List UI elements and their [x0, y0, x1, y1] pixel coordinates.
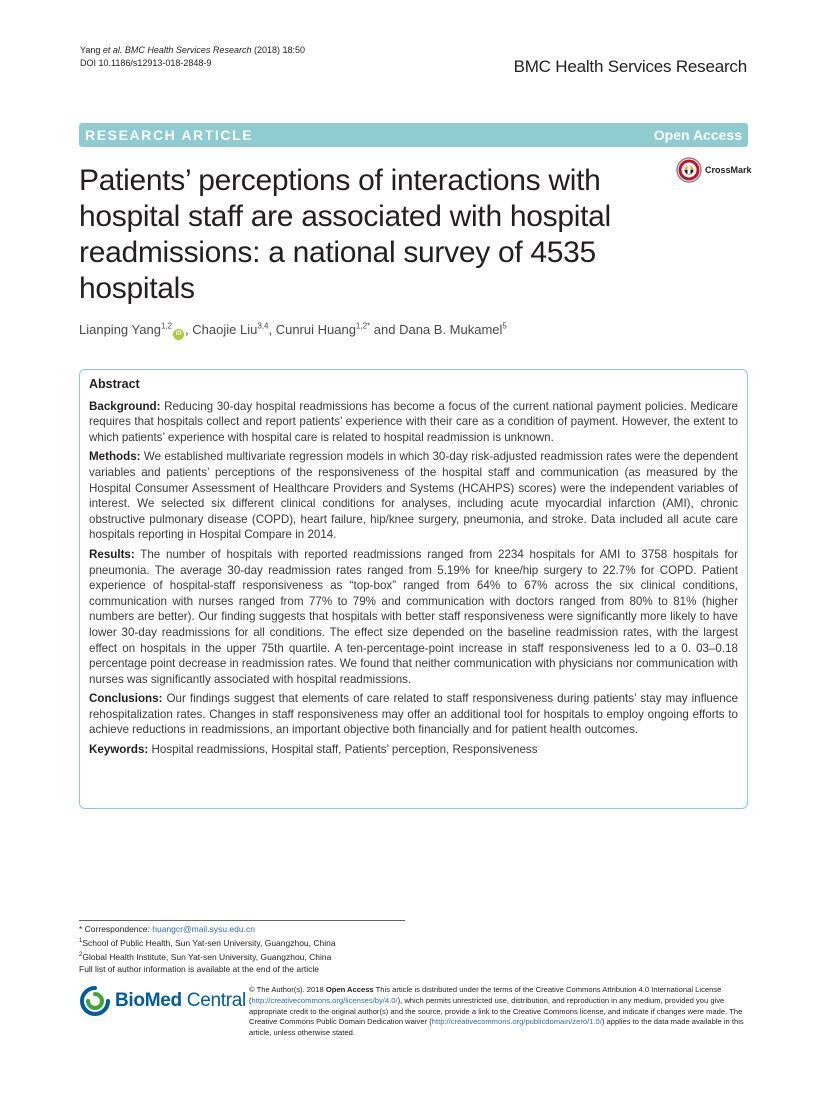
author-name: Dana B. Mukamel — [399, 322, 503, 337]
cc-zero-waiver-link[interactable]: http://creativecommons.org/publicdomain/zero/1.0/ — [431, 1017, 602, 1027]
abstract-methods — [89, 449, 738, 543]
section-label: Conclusions: — [89, 692, 163, 706]
license-statement — [249, 985, 749, 1039]
title-line: Patients’ perceptions of interactions with — [79, 164, 601, 197]
biomed-central-icon — [79, 985, 111, 1017]
affiliation-sup: 2 — [79, 952, 83, 959]
orcid-icon[interactable]: iD — [173, 329, 184, 340]
author-name: Cunrui Huang — [275, 322, 356, 337]
article-type-label: RESEARCH ARTICLE — [85, 127, 254, 143]
open-access-label: Open Access — [653, 127, 742, 143]
affiliation-sup: 1 — [79, 938, 83, 945]
author-affiliation-sup: 1,2* — [355, 321, 371, 331]
section-text: Our findings suggest that elements of care related to staff responsiveness during patients’ stay may influence rehospitalization rates. Changes in staff responsiveness may offer an additional tool for hospitals to employ ongoing efforts to achieve reductions in readmissions, an important objective both financially and for patient health outcomes. — [89, 692, 738, 737]
section-label: Results: — [89, 547, 135, 561]
title-line: hospitals — [79, 272, 195, 305]
doi[interactable]: DOI 10.1186/s12913-018-2848-9 — [80, 58, 212, 68]
citation-author: Yang — [80, 45, 101, 55]
cc-by-license-link[interactable]: http://creativecommons.org/licenses/by/4.0/ — [251, 995, 398, 1005]
section-text: The number of hospitals with reported readmissions ranged from 2234 hospitals for AMI to 3758 hospitals for pneumonia. The average 30-day readmission rates ranged from 5.19% for knee/hip surgery to 22.7% for COPD. Patient experience of hospital-staff responsiveness as “top-box” ranged from 64% to 67% across the six clinical conditions, communication with nurses ranged from 77% to 79% and communication with doctors ranged from 80% to 81% (higher numbers are better). Our finding suggests that hospitals with better staff responsiveness were significantly more likely to have lower 30-day readmissions for all conditions. The effect size depended on the baseline readmission rates, with the largest effect on hospitals in the upper 75th quartile. A ten-percentage-point increase in staff responsiveness led to a 0. 03–0.18 percentage point decrease in readmission rates. We found that neither communication with physicians nor communication with nurses was significantly associated with hospital readmissions. — [89, 547, 738, 686]
author-name: Chaojie Liu — [192, 322, 258, 337]
affiliation — [79, 949, 336, 963]
logo-central: Central — [186, 990, 246, 1011]
title-line: hospital staff are associated with hospital — [79, 200, 611, 233]
license-text: ), which permits unrestricted use, distribution, and reproduction in any medium, provided you give appropriate credit to the original author(s) and the source, provide a link to the Creative Commons license, and indicate if changes were made. The Creative Commons Public Domain Dedication waiver ( — [249, 995, 743, 1027]
abstract-conclusions — [89, 691, 738, 738]
logo-bio: BioMed — [115, 990, 182, 1011]
correspondence — [79, 923, 336, 935]
abstract-background — [89, 399, 738, 446]
crossmark-label: CrossMark — [705, 165, 752, 175]
title-line: readmissions: a national survey of 4535 — [79, 236, 596, 269]
publisher-logo-text — [115, 990, 246, 1012]
copyright-text: © The Author(s). 2018 — [249, 985, 324, 994]
section-text: Reducing 30-day hospital readmissions has become a focus of the current national payment policies. Medicare requires that hospitals collect and report patients’ experience with their care as a condition of payment. However, the extent to which patients’ experience with hospital care is related to hospital readmission is unknown. — [89, 399, 738, 444]
author-info-note: Full list of author information is available at the end of the article — [79, 964, 320, 975]
citation-journal: BMC Health Services Research — [124, 45, 252, 55]
crossmark-icon — [676, 157, 702, 183]
crossmark-badge[interactable] — [676, 157, 752, 183]
publisher-logo[interactable] — [79, 985, 246, 1017]
abstract-results — [89, 547, 738, 687]
journal-name: BMC Health Services Research — [513, 57, 747, 76]
footnote-divider — [79, 920, 405, 921]
license-text: ) applies to the data made available in this article, unless otherwise stated. — [249, 1017, 744, 1038]
affiliation-text: Global Health Institute, Sun Yat-sen University, Guangzhou, China — [82, 952, 332, 963]
citation-year-volume: (2018) 18:50 — [253, 45, 306, 55]
abstract-heading: Abstract — [89, 377, 140, 391]
citation-header — [80, 44, 305, 70]
section-text: We established multivariate regression models in which 30-day risk-adjusted readmission rates were the dependent variables and patients’ perceptions of the responsiveness of the hospital staff and communication (as measured by the Hospital Consumer Assessment of Healthcare Providers and Systems (HCAHPS) scores) were the independent variables of interest. We selected six different clinical conditions for analyses, including acute myocardial infarction (AMI), chronic obstructive pulmonary disease (COPD), heart failure, hip/knee surgery, pneumonia, and stroke. Data included all acute care hospitals reporting in Hospital Compare in 2014. — [89, 450, 738, 542]
author-affiliation-sup: 1,2 — [160, 321, 173, 331]
section-label: Keywords: — [89, 743, 149, 757]
author-affiliation-sup: 5 — [502, 321, 507, 331]
abstract-keywords — [89, 742, 738, 758]
license-text: This article is distributed under the terms of the Creative Commons Attribution 4.0 International License ( — [249, 985, 722, 1005]
footnotes — [79, 923, 336, 975]
article-type-banner — [79, 123, 748, 147]
correspondence-email-link[interactable]: huangcr@mail.sysu.edu.cn — [152, 924, 255, 934]
citation-etal: et al. — [102, 45, 123, 55]
affiliation-text: School of Public Health, Sun Yat-sen University, Guangzhou, China — [82, 938, 336, 949]
open-access-bold: Open Access — [325, 985, 374, 994]
section-label: Methods: — [89, 450, 141, 464]
section-text: Hospital readmissions, Hospital staff, Patients’ perception, Responsiveness — [151, 743, 538, 757]
article-title — [79, 163, 659, 307]
affiliation — [79, 935, 336, 949]
author-affiliation-sup: 3,4 — [257, 321, 269, 331]
abstract-box — [79, 369, 748, 809]
author-name: Lianping Yang — [79, 322, 161, 337]
correspondence-label: * Correspondence: — [79, 924, 150, 934]
section-label: Background: — [89, 399, 161, 413]
author-list: Lianping Yang$^{1,2}$iD , Chaojie Liu$^{3,4}$, Cunrui Huang$^{1,2*}$ and Dana B. Mukamel$^5$ — [79, 322, 507, 340]
